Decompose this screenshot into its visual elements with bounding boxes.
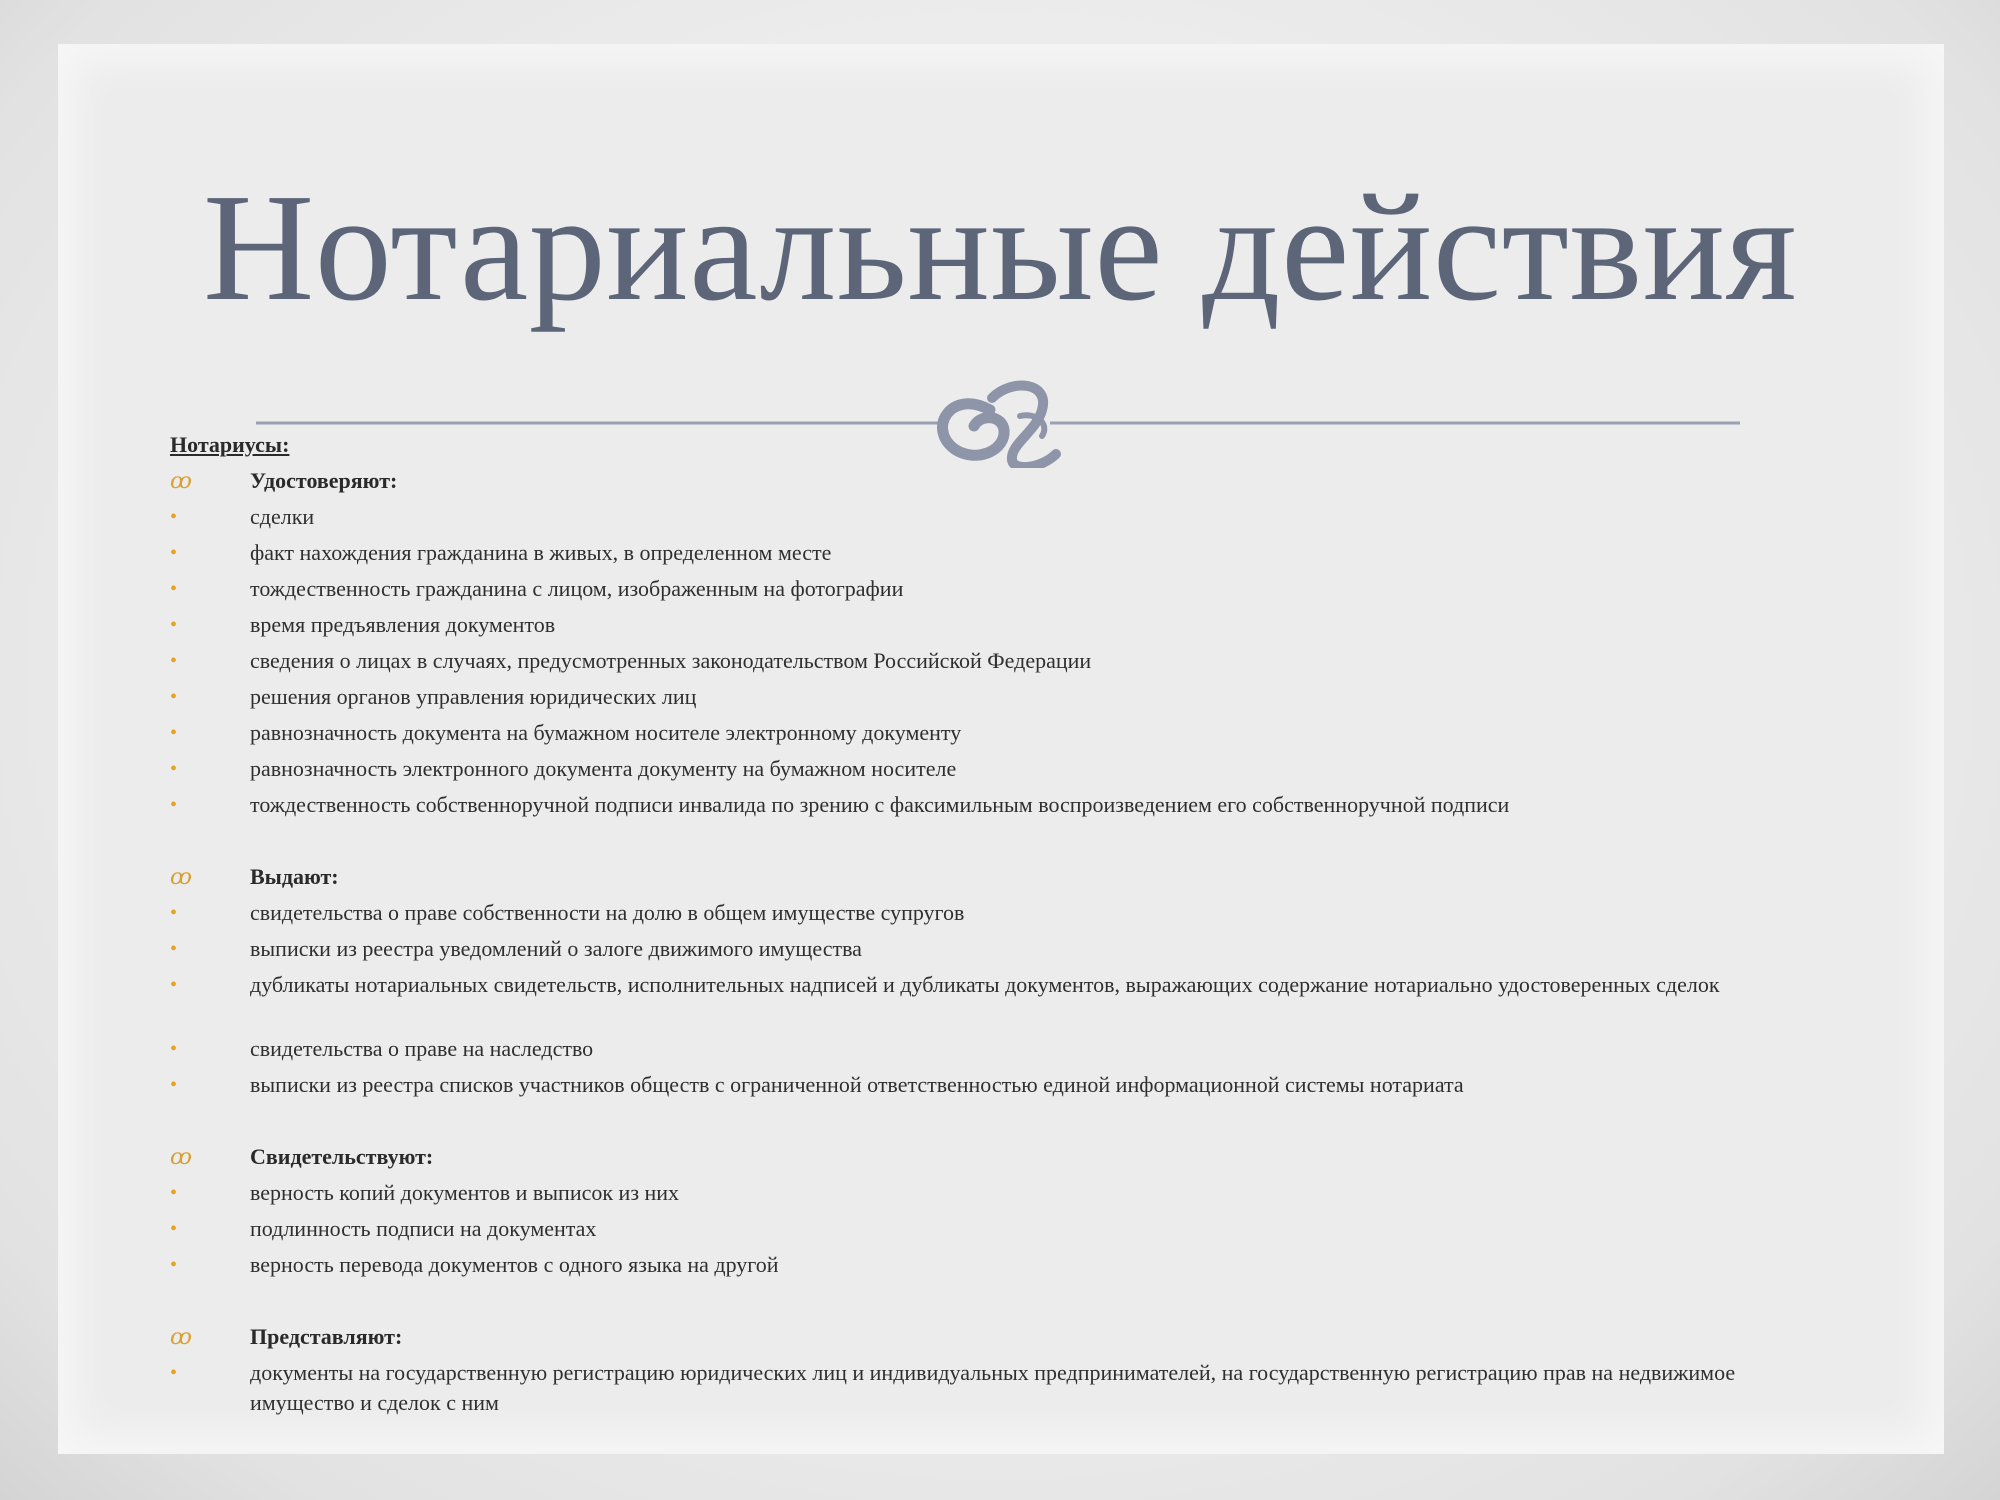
list-item: • свидетельства о праве на наследство [170,1034,1830,1070]
section-label: Представляют: [250,1324,403,1349]
dot-bullet-icon: • [170,1074,178,1096]
spacer [170,1286,1830,1322]
section-heading-submit [170,1322,1830,1358]
list-item: • верность перевода документов с одного языка на другой [170,1250,1830,1286]
dot-bullet-icon: • [170,1254,178,1276]
list-item: • равнозначность документа на бумажном носителе электронному документу [170,718,1830,754]
section-label: Свидетельствуют: [250,1144,434,1169]
fleuron-bullet-icon: ꝏ [170,1324,192,1349]
dot-bullet-icon: • [170,938,178,960]
list-item: • тождественность гражданина с лицом, изображенным на фотографии [170,574,1830,610]
dot-bullet-icon: • [170,794,178,816]
fleuron-bullet-icon: ꝏ [170,1144,192,1169]
list-item: • сделки [170,502,1830,538]
list-item: • факт нахождения гражданина в живых, в определенном месте [170,538,1830,574]
list-item: • время предъявления документов [170,610,1830,646]
dot-bullet-icon: • [170,650,178,672]
list-item: • тождественность собственноручной подписи инвалида по зрению с факсимильным воспроизведением его собственноручной подписи [170,790,1830,826]
dot-bullet-icon: • [170,1362,178,1384]
section-heading-issue [170,862,1830,898]
dot-bullet-icon: • [170,686,178,708]
list-item: • подлинность подписи на документах [170,1214,1830,1250]
list-item: • выписки из реестра списков участников обществ с ограниченной ответственностью единой информационной системы нотариата [170,1070,1830,1106]
dot-bullet-icon: • [170,578,178,600]
section-heading-certify [170,466,1830,502]
fleuron-bullet-icon: ꝏ [170,864,192,889]
section-label: Удостоверяют: [250,468,398,493]
list-item: • документы на государственную регистрацию юридических лиц и индивидуальных предпринимателей, на государственную регистрацию прав на недвижимое имущество и сделок с ним [170,1360,1736,1415]
list-item: • выписки из реестра уведомлений о залоге движимого имущества [170,934,1830,970]
slide-title: Нотариальные действия [203,163,1797,333]
list-item: • сведения о лицах в случаях, предусмотренных законодательством Российской Федерации [170,646,1830,682]
dot-bullet-icon: • [170,542,178,564]
dot-bullet-icon: • [170,902,178,924]
dot-bullet-icon: • [170,1182,178,1204]
dot-bullet-icon: • [170,722,178,744]
spacer [170,826,1830,862]
list-item: • решения органов управления юридических лиц [170,682,1830,718]
dot-bullet-icon: • [170,974,178,996]
dot-bullet-icon: • [170,758,178,780]
dot-bullet-icon: • [170,1038,178,1060]
notaries-heading: Нотариусы: [170,432,290,457]
spacer [170,1106,1830,1142]
fleuron-bullet-icon: ꝏ [170,468,192,493]
dot-bullet-icon: • [170,506,178,528]
list-item: • дубликаты нотариальных свидетельств, исполнительных надписей и дубликаты документов, выражающих содержание нотариально удостоверенных сделок [170,970,1830,1034]
list-item: • верность копий документов и выписок из них [170,1178,1830,1214]
list-item: • равнозначность электронного документа документу на бумажном носителе [170,754,1830,790]
list-item: • свидетельства о праве собственности на долю в общем имуществе супругов [170,898,1830,934]
dot-bullet-icon: • [170,1218,178,1240]
slide-content [170,430,1830,1422]
section-label: Выдают: [250,864,339,889]
dot-bullet-icon: • [170,614,178,636]
section-heading-witness [170,1142,1830,1178]
